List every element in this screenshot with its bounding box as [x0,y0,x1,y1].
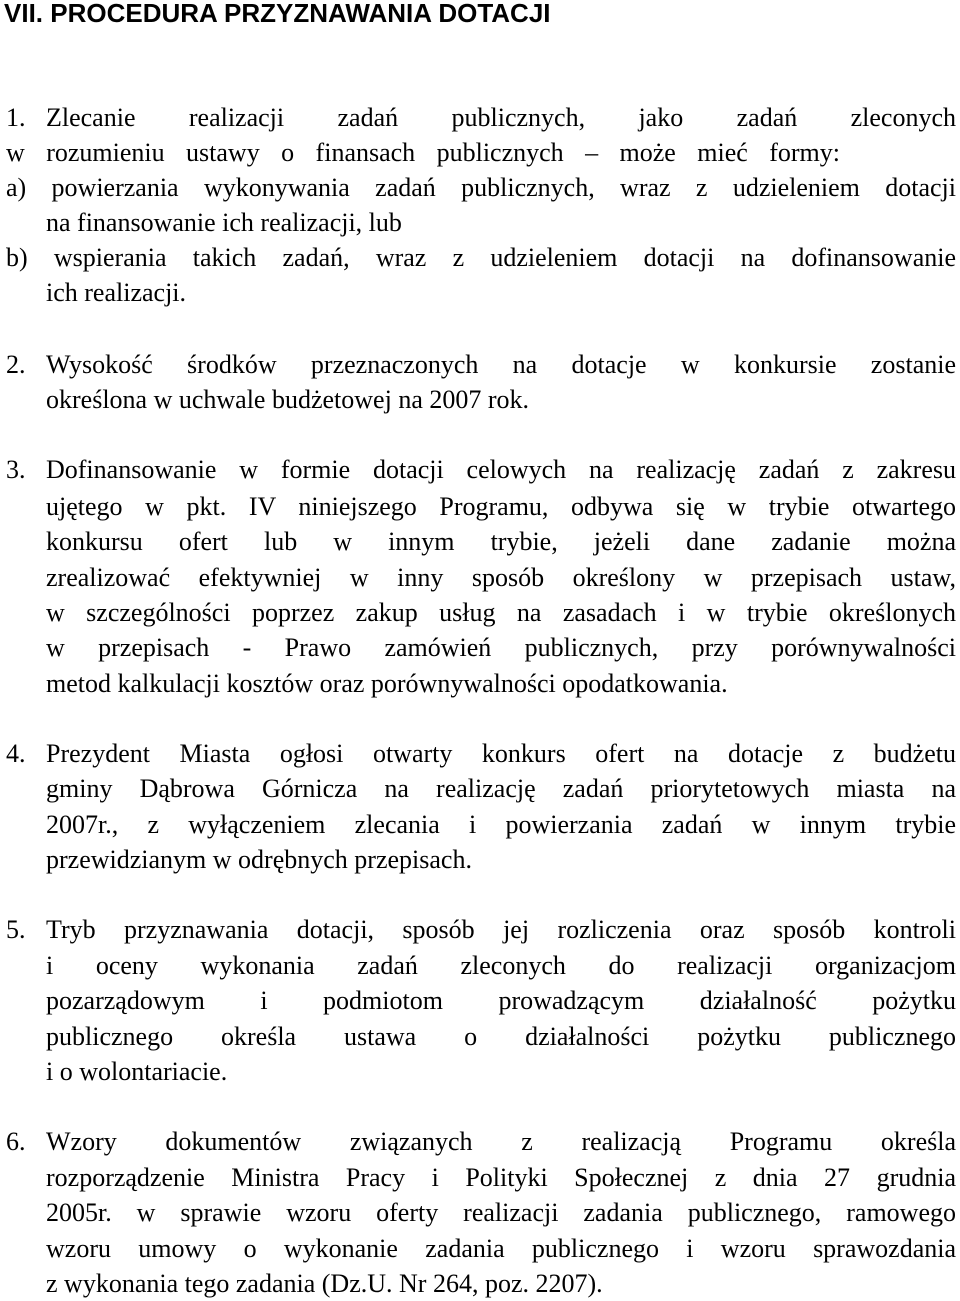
item-6-line-4: wzoru umowy o wykonanie zadania publicznego i wzoru sprawozdania [46,1234,956,1263]
item-6-line-1: Wzory dokumentów związanych z realizacją Programu określa [46,1127,956,1156]
item-4-number: 4. [6,739,26,768]
item-3-number: 3. [6,455,26,484]
item-4-line-3: 2007r., z wyłączeniem zlecania i powierzania zadań w innym trybie [46,810,956,839]
item-5-line-3: pozarządowym i podmiotom prowadzącym działalność pożytku [46,986,956,1015]
item-6-line-3: 2005r. w sprawie wzoru oferty realizacji zadania publicznego, ramowego [46,1198,956,1227]
item-4-line-1: Prezydent Miasta ogłosi otwarty konkurs ofert na dotacje z budżetu [46,739,956,768]
item-1-option-b-cont: ich realizacji. [46,278,187,307]
item-6-number: 6. [6,1127,26,1156]
item-6-line-2: rozporządzenie Ministra Pracy i Polityki Społecznej z dnia 27 grudnia [46,1163,956,1192]
item-1-line-1: Zlecanie realizacji zadań publicznych, jako zadań zleconych [46,103,956,132]
item-5-line-4: publicznego określa ustawa o działalności pożytku publicznego [46,1022,956,1051]
item-1-option-a: a) powierzania wykonywania zadań publicznych, wraz z udzieleniem dotacji [6,173,956,202]
item-5-line-2: i oceny wykonania zadań zleconych do realizacji organizacjom [46,951,956,980]
section-title: VII. PROCEDURA PRZYZNAWANIA DOTACJI [4,0,551,28]
item-3-line-3: konkursu ofert lub w innym trybie, jeżeli dane zadanie można [46,527,956,556]
item-6-line-5: z wykonania tego zadania (Dz.U. Nr 264, poz. 2207). [46,1269,603,1298]
item-2-number: 2. [6,350,26,379]
item-4-line-2: gminy Dąbrowa Górnicza na realizację zadań priorytetowych miasta na [46,774,956,803]
item-1-option-b: b) wspierania takich zadań, wraz z udzieleniem dotacji na dofinansowanie [6,243,956,272]
item-2-line-2: określona w uchwale budżetowej na 2007 rok. [46,385,530,414]
item-5-line-1: Tryb przyznawania dotacji, sposób jej rozliczenia oraz sposób kontroli [46,915,956,944]
item-3-line-2: ujętego w pkt. IV niniejszego Programu, odbywa się w trybie otwartego [46,492,956,521]
item-5-number: 5. [6,915,26,944]
item-3-line-6: w przepisach - Prawo zamówień publicznych, przy porównywalności [46,633,956,662]
item-3-line-4: zrealizować efektywniej w inny sposób określony w przepisach ustaw, [46,563,956,592]
item-3-line-1: Dofinansowanie w formie dotacji celowych na realizację zadań z zakresu [46,455,956,484]
item-4-line-4: przewidzianym w odrębnych przepisach. [46,845,472,874]
item-5-line-5: i o wolontariacie. [46,1057,228,1086]
item-1-line-2: w rozumieniu ustawy o finansach publicznych – może mieć formy: [6,138,840,167]
item-3-line-5: w szczególności poprzez zakup usług na zasadach i w trybie określonych [46,598,956,627]
item-1-option-a-cont: na finansowanie ich realizacji, lub [46,208,402,237]
item-2-line-1: Wysokość środków przeznaczonych na dotacje w konkursie zostanie [46,350,956,379]
item-1-number: 1. [6,103,26,132]
item-3-line-7: metod kalkulacji kosztów oraz porównywalności opodatkowania. [46,669,728,698]
